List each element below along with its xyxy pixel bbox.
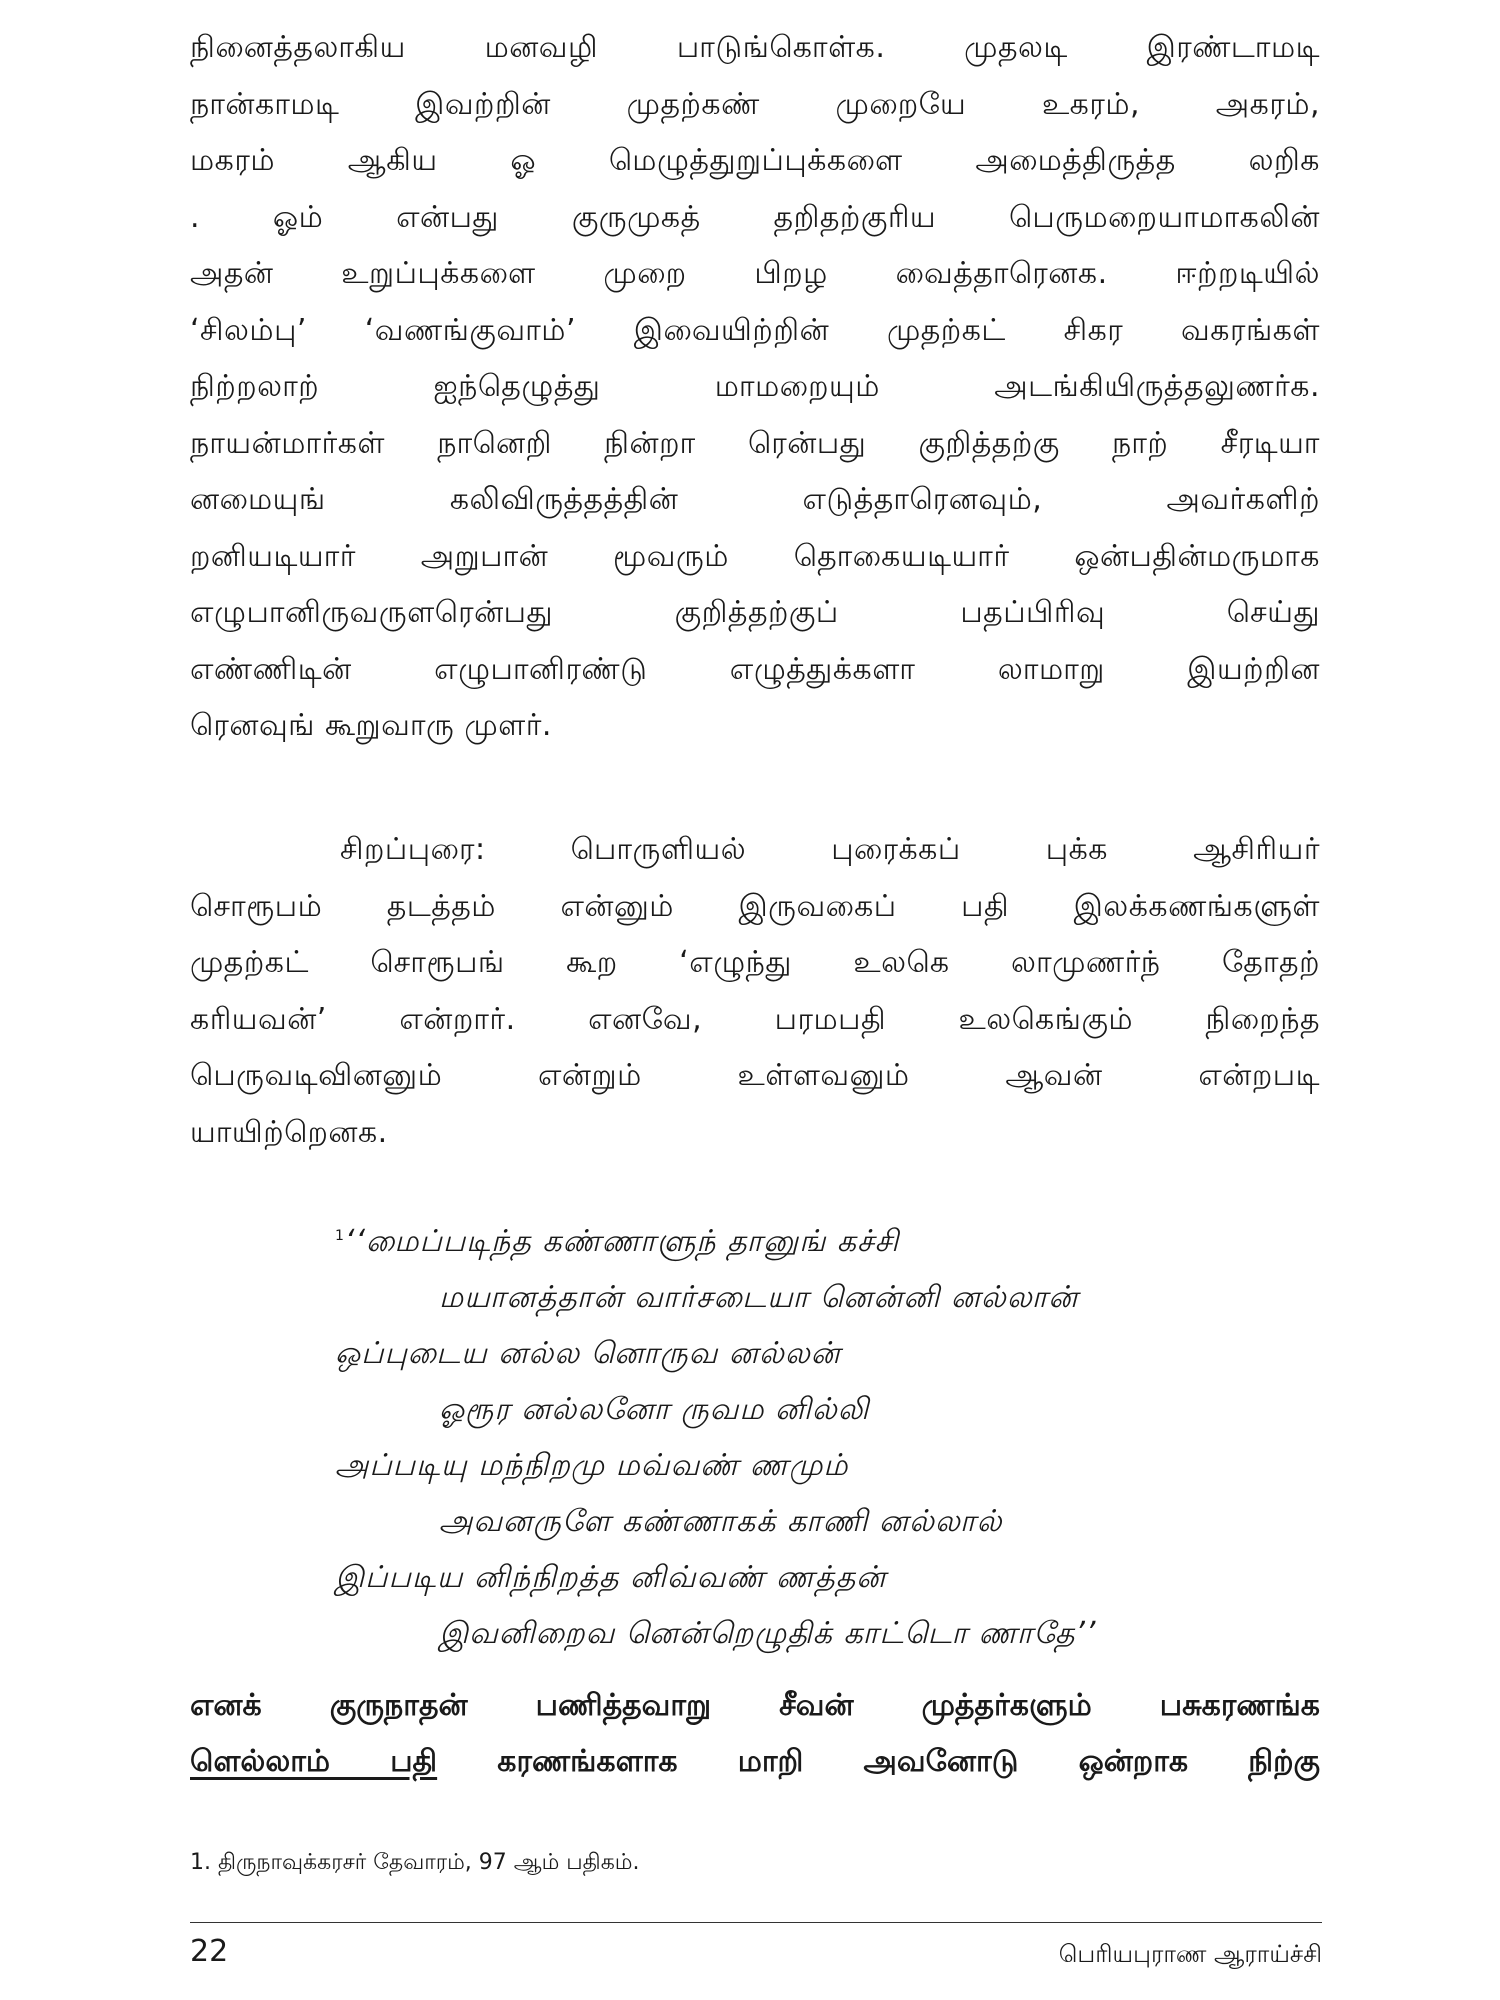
text-line: அதன் உறுப்புக்களை முறை பிறழ வைத்தாரெனக. ஈற்றடியில் [190, 256, 1320, 291]
text-line: னமையுங் கலிவிருத்தத்தின் எடுத்தாரெனவும், அவர்களிற் [190, 482, 1320, 517]
text-line: நான்காமடி இவற்றின் முதற்கண் முறையே உகரம், அகரம், [190, 86, 1320, 122]
footnote-marker: 1 [335, 1228, 345, 1244]
verse-line: இவனிறைவ னென்றெழுதிக் காட்டொ ணாதே’’ [439, 1616, 1097, 1651]
quoted-verse [335, 1208, 1325, 1662]
text-line: மகரம் ஆகிய ஓ மெழுத்துறுப்புக்களை அமைத்திருத்த லறிக [190, 143, 1320, 178]
text-line: எண்ணிடின் எழுபானிரண்டு எழுத்துக்களா லாமாறு இயற்றின [190, 651, 1320, 687]
paragraph-special-commentary [190, 822, 1320, 1161]
text-line: யாயிற்றெனக. [190, 1114, 388, 1150]
text-line: நிற்றலாற் ஐந்தெழுத்து மாமறையும் அடங்கியிருத்தலுணர்க. [190, 369, 1320, 404]
text-line: றனியடியார் அறுபான் மூவரும் தொகையடியார் ஒன்பதின்மருமாக [190, 538, 1320, 574]
text-line: நினைத்தலாகிய மனவழி பாடுங்கொள்க. முதலடி இரண்டாமடி [190, 30, 1320, 65]
text-line: ளெல்லாம் பதி கரணங்களாக மாறி அவனோடு ஒன்றாக நிற்கு [190, 1744, 1320, 1779]
text-line: எனக் குருநாதன் பணித்தவாறு சீவன் முத்தர்களும் பசுகரணங்க [190, 1688, 1320, 1723]
text-line: நாயன்மார்கள் நானெறி நின்றா ரென்பது குறித்தற்கு நாற் சீரடியா [190, 425, 1320, 461]
verse-line: ஒப்புடைய னல்ல னொருவ னல்லன் [335, 1336, 841, 1371]
text-line: எழுபானிருவருளரென்பது குறித்தற்குப் பதப்பிரிவு செய்து [190, 595, 1320, 630]
text-line: ரெனவுங் கூறுவாரு முளர். [190, 708, 552, 743]
footer-divider [190, 1922, 1322, 1923]
verse-line: அப்படியு மந்நிறமு மவ்வண் ணமும் [335, 1448, 849, 1483]
verse-line: மயானத்தான் வார்சடையா னென்னி னல்லான் [439, 1280, 1079, 1315]
text-line: பெருவடிவினனும் என்றும் உள்ளவனும் ஆவன் என்றபடி [190, 1058, 1320, 1093]
underlined-text: ளெல்லாம் பதி [190, 1744, 438, 1779]
paragraph-conclusion [190, 1678, 1320, 1790]
page-number: 22 [190, 1934, 229, 1969]
verse-line: $^1$‘‘மைப்படிந்த கண்ணாளுந் தானுங் கச்சி [335, 1224, 900, 1259]
text-line: சிறப்புரை: பொருளியல் புரைக்கப் புக்க ஆசிரியர் [340, 832, 1320, 867]
verse-line: அவனருளே கண்ணாகக் காணி னல்லால் [439, 1504, 1003, 1539]
text-line: சொரூபம் தடத்தம் என்னும் இருவகைப் பதி இலக்கணங்களுள் [190, 888, 1320, 924]
paragraph-commentary [190, 20, 1320, 755]
text-line: ‘சிலம்பு’ ‘வணங்குவாம்’ இவையிற்றின் முதற்கட் சிகர வகரங்கள் [190, 312, 1320, 348]
running-title: பெரியபுராண ஆராய்ச்சி [1058, 1940, 1322, 1968]
text-line: . ஓம் என்பது குருமுகத் தறிதற்குரிய பெருமறையாமாகலின் [190, 199, 1320, 235]
footnote: 1. திருநாவுக்கரசர் தேவாரம், 97 ஆம் பதிகம். [190, 1850, 640, 1875]
text-line: கரியவன்’ என்றார். எனவே, பரமபதி உலகெங்கும் நிறைந்த [190, 1001, 1320, 1037]
verse-line: ஓரூர னல்லனோ ருவம னில்லி [439, 1392, 870, 1427]
text-line: முதற்கட் சொரூபங் கூற ‘எழுந்து உலகெ லாமுணர்ந் தோதற் [190, 945, 1320, 980]
verse-line: இப்படிய னிந்நிறத்த னிவ்வண் ணத்தன் [335, 1560, 887, 1595]
